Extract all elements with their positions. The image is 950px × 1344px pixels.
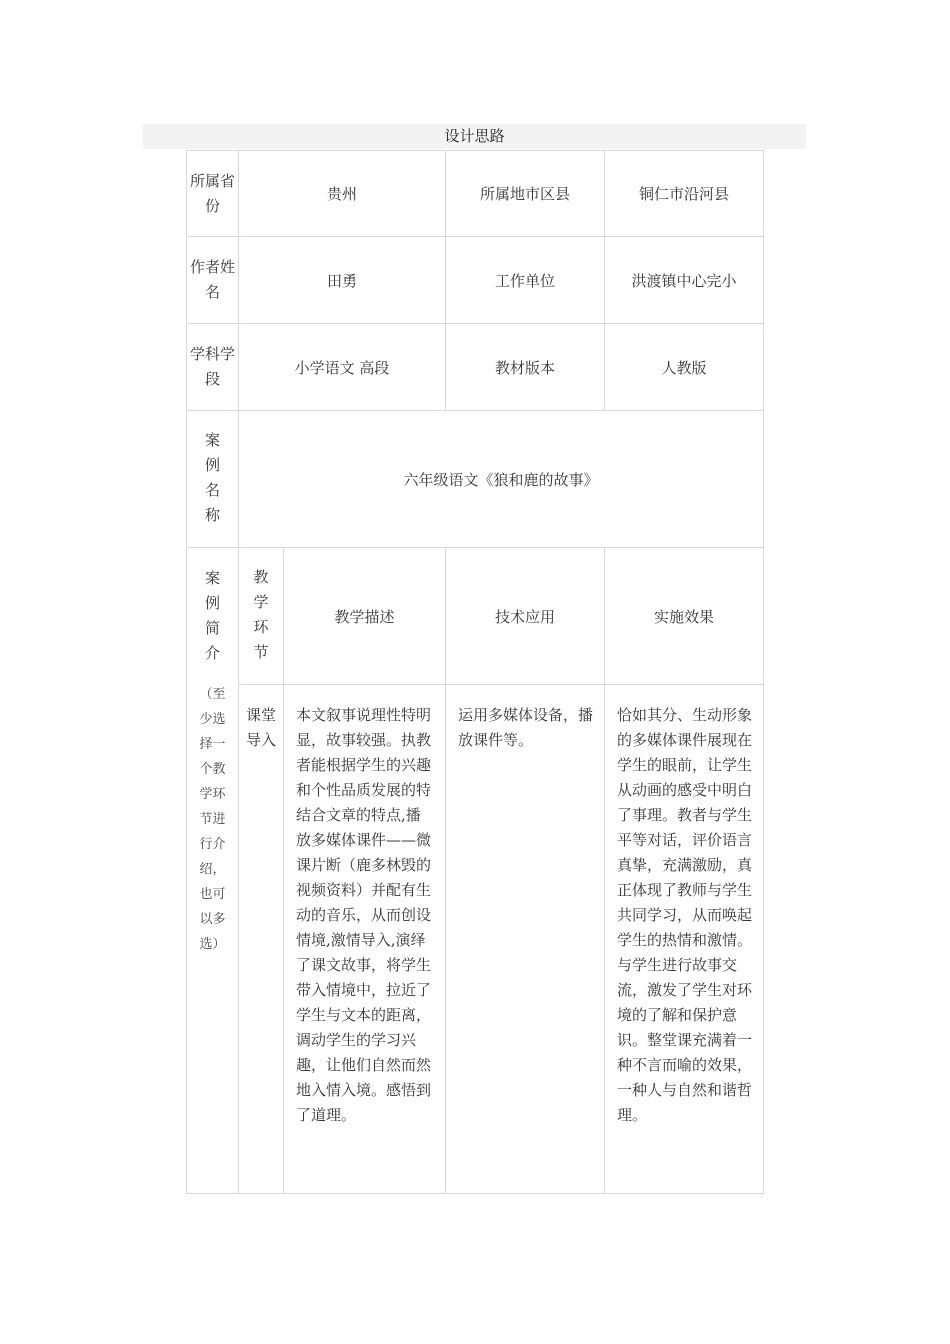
district-value: 铜仁市沿河县 bbox=[604, 150, 764, 237]
technology-header: 技术应用 bbox=[445, 547, 605, 685]
effect-text: 恰如其分、生动形象的多媒体课件展现在学生的眼前，让学生从动画的感受中明白了事理。教者与学生平等对话，评价语言真挚，充满激励，真正体现了教师与学生共同学习，从而唤起学生的热情和激情。与学生进行故事交流，激发了学生对环境的了解和保护意识。整堂课充满着一种不言而喻的效果，一种人与自然和谐哲理。 bbox=[604, 684, 764, 1194]
workplace-value: 洪渡镇中心完小 bbox=[604, 236, 764, 324]
district-label: 所属地市区县 bbox=[445, 150, 605, 237]
author-label: 作者姓名 bbox=[186, 236, 239, 324]
case-intro-label-cell bbox=[186, 547, 239, 1194]
description-header: 教学描述 bbox=[283, 547, 446, 685]
page-title: 设计思路 bbox=[143, 124, 806, 149]
subject-value: 小学语文 高段 bbox=[238, 323, 446, 411]
province-value: 贵州 bbox=[238, 150, 446, 237]
province-label: 所属省份 bbox=[186, 150, 239, 237]
case-intro-note: （至少选择一个教学环节进行介绍，也可以多选） bbox=[199, 687, 226, 952]
workplace-label: 工作单位 bbox=[445, 236, 605, 324]
edition-value: 人教版 bbox=[604, 323, 764, 411]
case-name-label: 案例名称 bbox=[186, 410, 239, 548]
effect-header: 实施效果 bbox=[604, 547, 764, 685]
edition-label: 教材版本 bbox=[445, 323, 605, 411]
stage-value: 课堂导入 bbox=[238, 684, 284, 1194]
case-intro-label: 案例简介 bbox=[204, 569, 220, 662]
description-text: 本文叙事说理性特明显，故事较强。执教者能根据学生的兴趣和个性品质发展的特结合文章的特点,播放多媒体课件——微课片断（鹿多林毁的视频资料）并配有生动的音乐，从而创设情境,激情导入,演绎了课文故事，将学生带入情境中，拉近了学生与文本的距离，调动学生的学习兴趣，让他们自然而然地入情入境。感悟到了道理。 bbox=[283, 684, 446, 1194]
author-value: 田勇 bbox=[238, 236, 446, 324]
case-name-value: 六年级语文《狼和鹿的故事》 bbox=[238, 410, 764, 548]
technology-text: 运用多媒体设备，播放课件等。 bbox=[445, 684, 605, 1194]
stage-header: 教学环节 bbox=[238, 547, 284, 685]
subject-label: 学科学段 bbox=[186, 323, 239, 411]
